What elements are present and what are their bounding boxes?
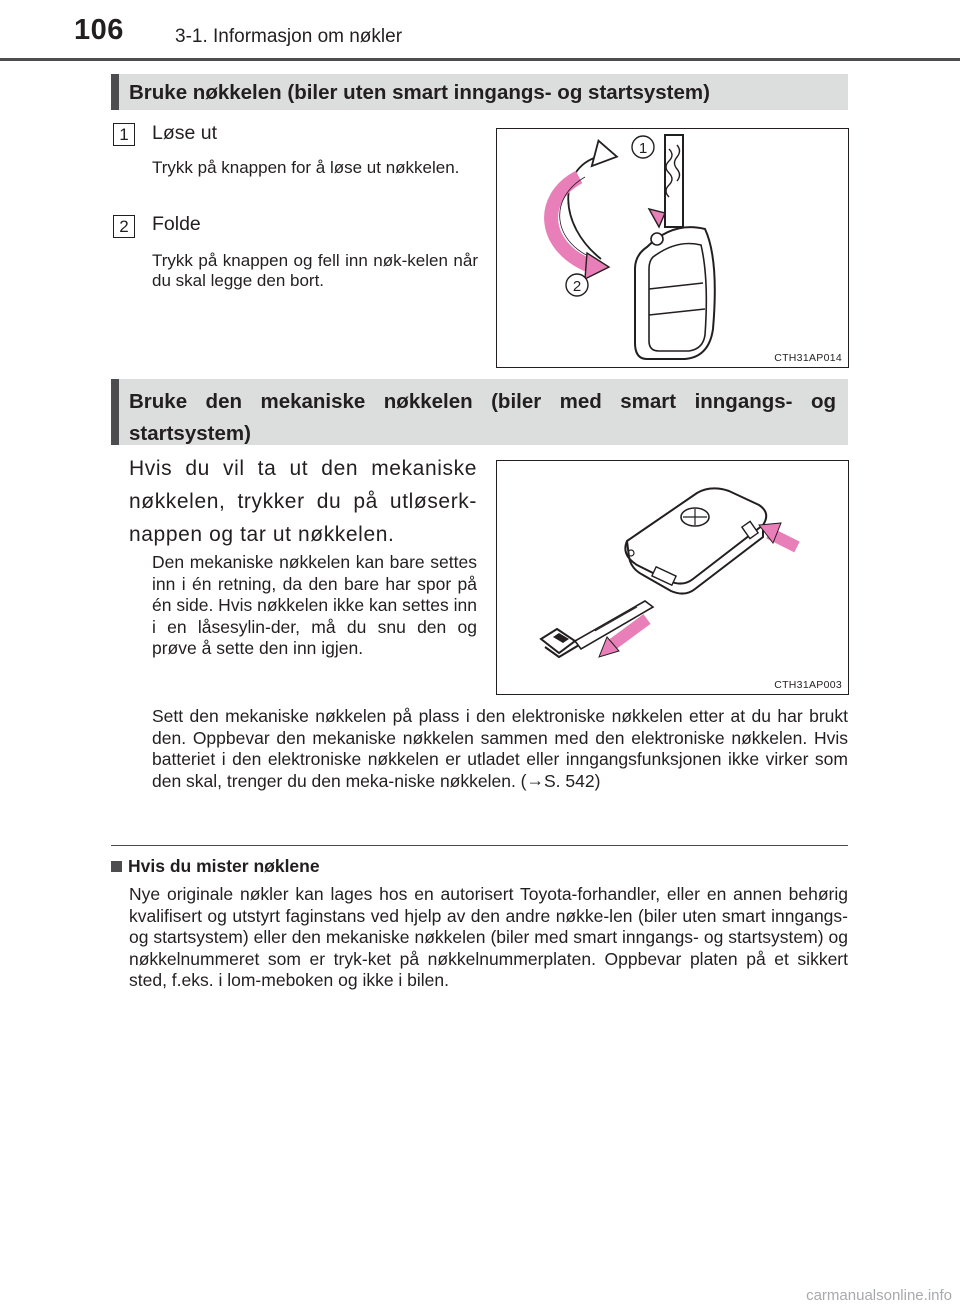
figure-code: CTH31AP014: [774, 352, 842, 364]
step-title-release: Løse ut: [152, 122, 218, 144]
smart-key-mechanical-key-illustration: [497, 461, 848, 694]
step-number-1: 1: [113, 123, 135, 146]
section-heading-mechanical-key: [111, 379, 848, 445]
page-number: 106: [74, 14, 124, 46]
figure-folding-key: [496, 128, 849, 368]
chapter-title: 3-1. Informasjon om nøkler: [175, 26, 403, 47]
section-heading-key-no-smart: [111, 74, 848, 110]
figure-code: CTH31AP003: [774, 679, 842, 691]
mechanical-key-note: Den mekaniske nøkkelen kan bare settes inn i én retning, da den bare har spor på én side. Hvis nøkkelen ikke kan settes inn i en låsesylin-der, må du snu den og prøve å sette den inn igjen.: [152, 552, 477, 658]
section-heading-text: Bruke den mekaniske nøkkelen (biler med smart inngangs- og startsystem): [129, 390, 836, 445]
step-text-release: Trykk på knappen for å løse ut nøkkelen.: [152, 158, 460, 177]
header-rule: [0, 58, 960, 61]
watermark: carmanualsonline.info: [806, 1287, 952, 1304]
lost-keys-title: Hvis du mister nøklene: [128, 856, 320, 876]
step-text-fold: Trykk på knappen og fell inn nøk-kelen når du skal legge den bort.: [152, 251, 478, 290]
square-bullet-icon: [111, 861, 122, 872]
lost-keys-text: Nye originale nøkler kan lages hos en autorisert Toyota-forhandler, eller en annen behørig kvalifisert og utstyrt faginstans ved hjelp av den andre nøkke-len (biler uten smart inngangs- og startsystem) eller den mekaniske nøkkelen (biler med smart inngangs- og startsystem) og nøkkelnummeret som er tryk-ket på nøkkelnummerplaten. Oppbevar platen på et sikkert sted, f.eks. i lom-meboken og ikke i bilen.: [129, 884, 848, 990]
callout-2: 2: [572, 278, 582, 295]
mechanical-key-storage-text: [152, 706, 848, 792]
section-heading-text: Bruke nøkkelen (biler uten smart inngangs- og startsystem): [129, 81, 710, 104]
lost-keys-heading: [111, 856, 320, 877]
section-divider: [111, 845, 848, 846]
page-reference[interactable]: S. 542): [544, 770, 601, 791]
figure-smart-key: [496, 460, 849, 695]
step-number-2: 2: [113, 215, 135, 238]
folding-remote-key-illustration: [497, 129, 848, 367]
storage-text-body: Sett den mekaniske nøkkelen på plass i den elektroniske nøkkelen etter at du har brukt den. Oppbevar den mekaniske nøkkelen sammen med den elektroniske nøkkelen. Hvis batteriet i den elektroniske nøkkelen er utladet eller inngangsfunksjonen ikke virker som den skal, trenger du den meka-niske nøkkelen. (: [152, 706, 848, 791]
mechanical-key-intro: Hvis du vil ta ut den mekaniske nøkkelen, trykker du på utløserk-nappen og tar ut nøkkelen.: [129, 457, 477, 546]
callout-1: 1: [638, 140, 648, 157]
reference-arrow-icon: →: [526, 769, 544, 790]
step-title-fold: Folde: [152, 213, 201, 235]
